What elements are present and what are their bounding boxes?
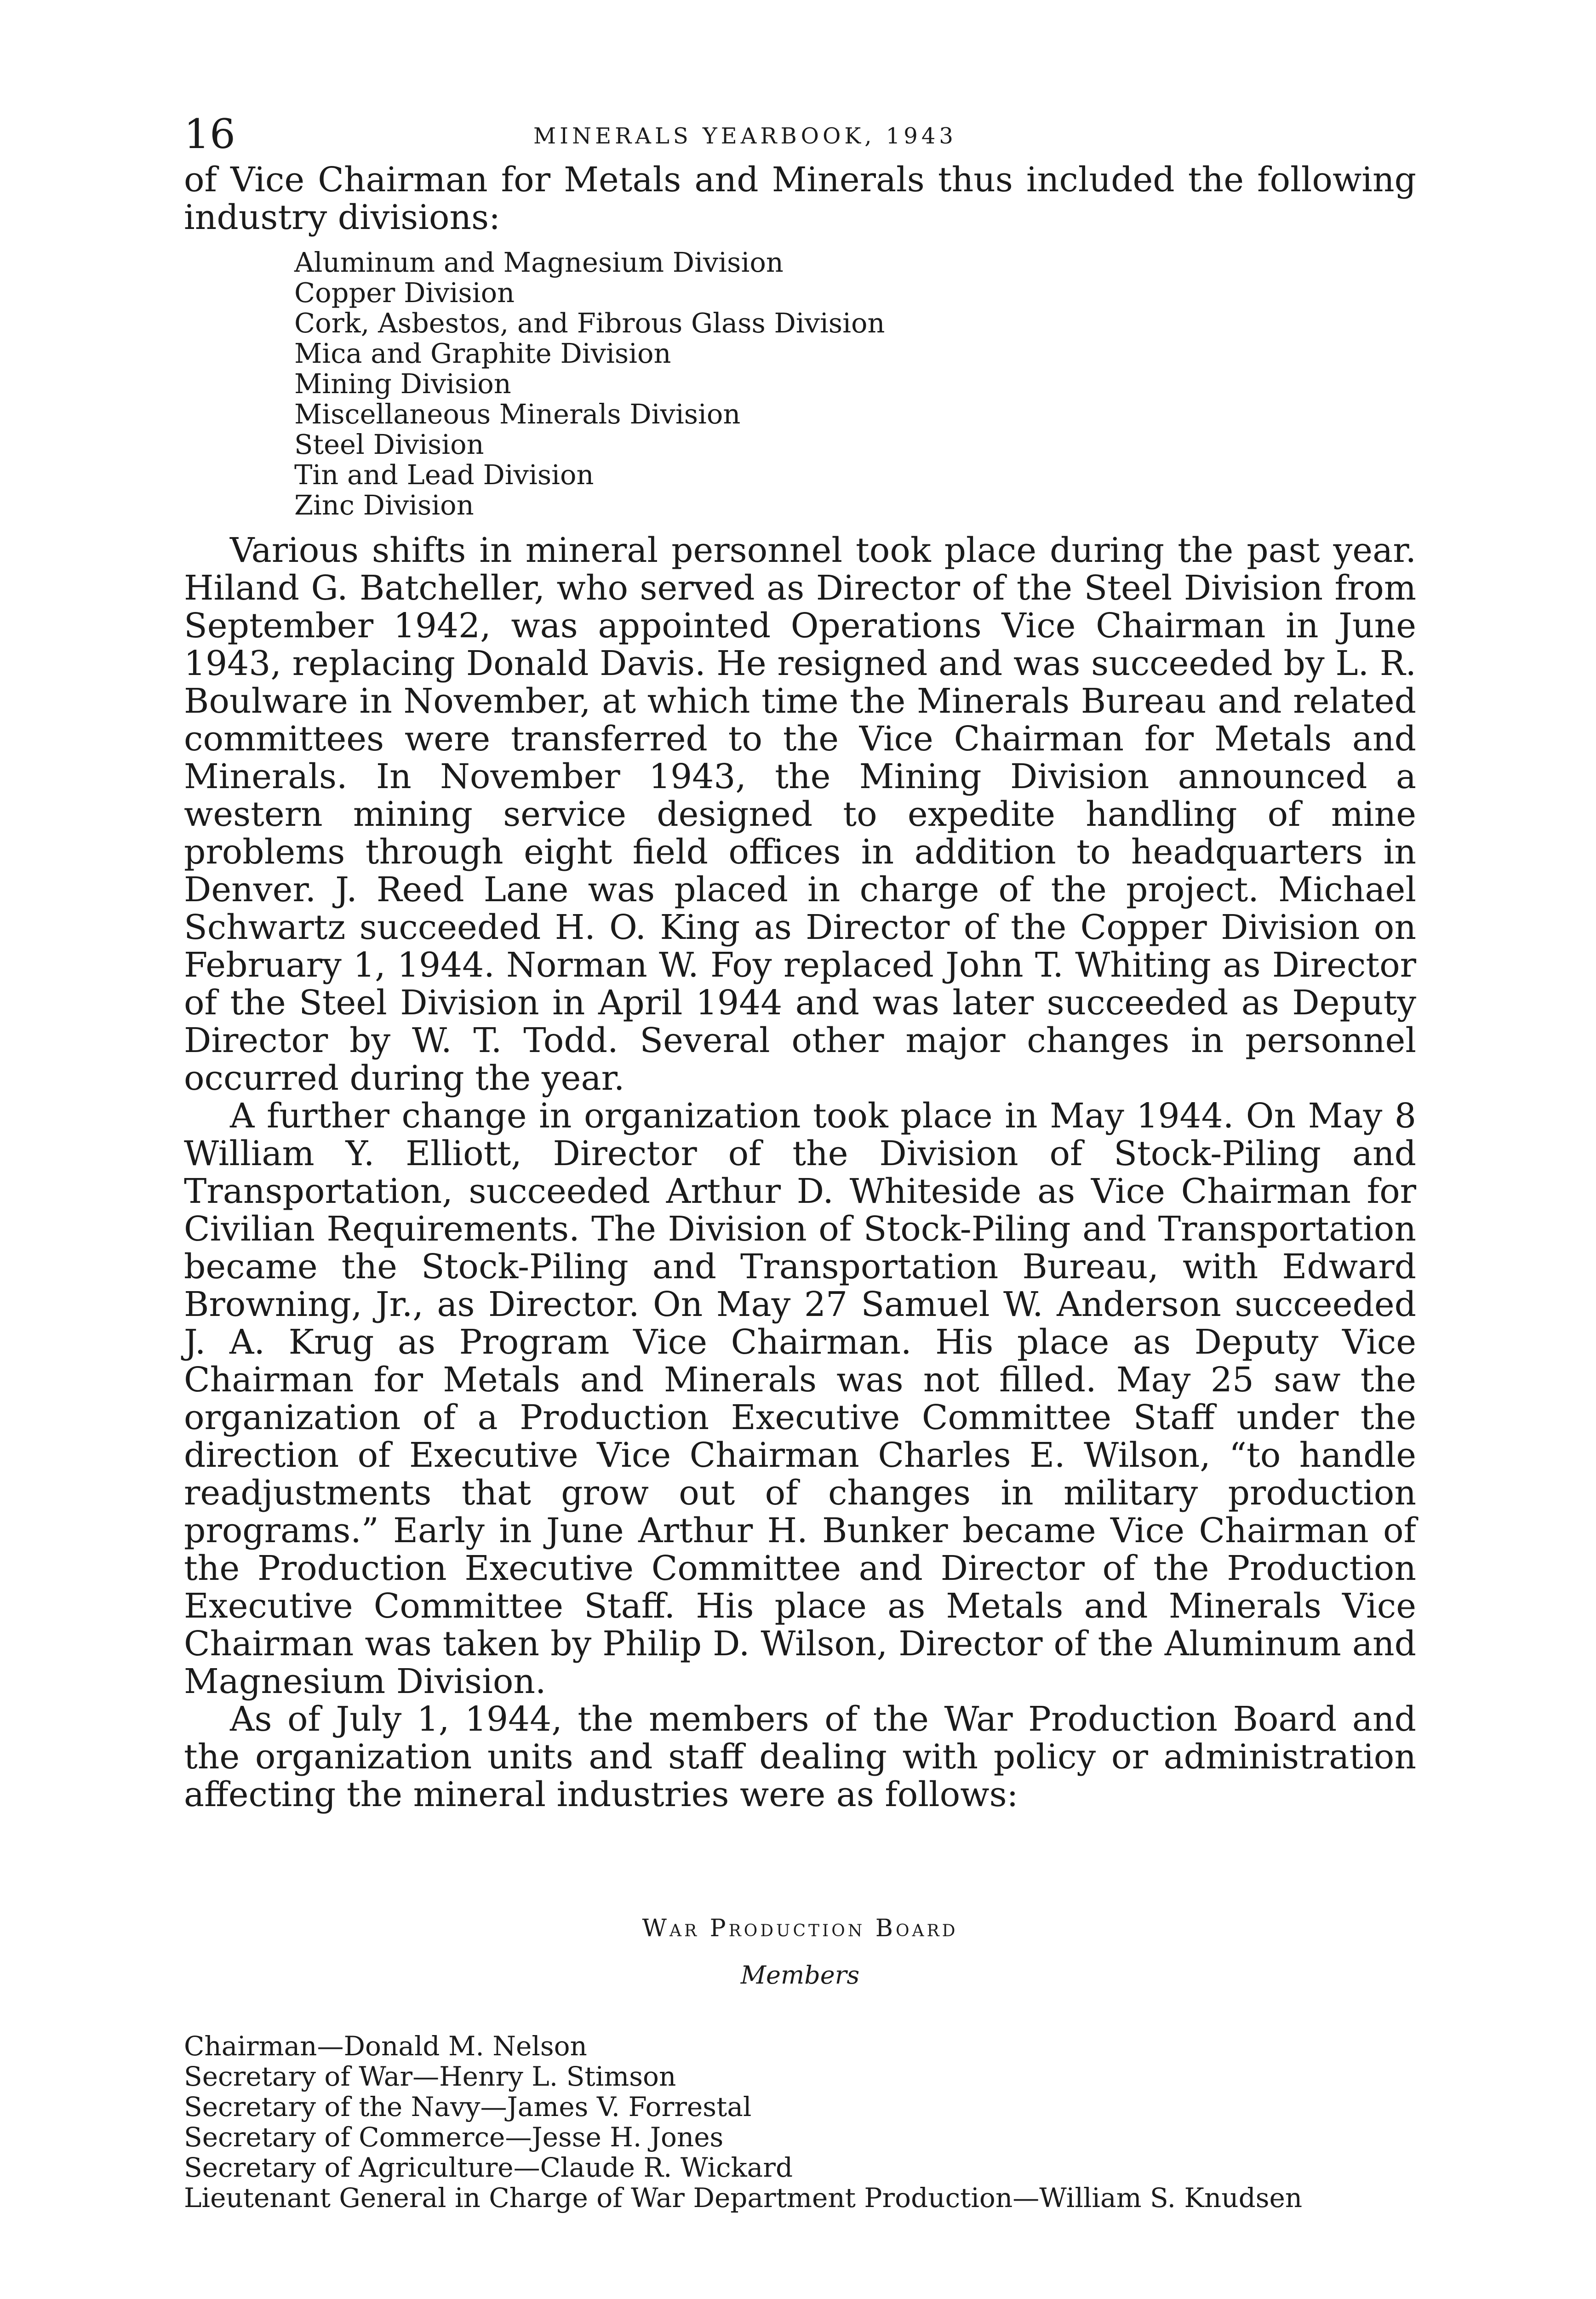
organization-change-paragraph: A further change in organization took place in May 1944. On May 8 William Y. Elliott, Director of the Division of Stock-Piling and Transportation, succeeded Arthur D. Whiteside as Vice Chairman for Civilian Requirements. The Division of Stock-Piling and Transportation became the Stock-Piling and Transportation Bureau, with Edward Browning, Jr., as Director. On May 27 Samuel W. Anderson succeeded J. A. Krug as Program Vice Chairman. His place as Deputy Vice Chairman for Metals and Minerals was not filled. May 25 saw the organization of a Production Executive Committee Staff under the direction of Executive Vice Chairman Charles E. Wilson, “to handle readjustments that grow out of changes in military production programs.” Early in June Arthur H. Bunker became Vice Chairman of the Production Executive Committee and Director of the Production Executive Committee Staff. His place as Metals and Minerals Vice Chairman was taken by Philip D. Wilson, Director of the Aluminum and Magnesium Division.: [184, 1096, 1416, 1701]
list-item: Steel Division: [294, 429, 484, 460]
member-entry: Secretary of Commerce—Jesse H. Jones: [184, 2122, 724, 2153]
document-page: [184, 110, 1416, 2213]
page-number: 16: [184, 110, 235, 158]
division-list: [294, 247, 1416, 520]
running-head: MINERALS YEARBOOK, 1943: [533, 123, 957, 149]
member-entry: Secretary of Agriculture—Claude R. Wickard: [184, 2152, 793, 2183]
section-subtitle: Members: [740, 1961, 860, 1990]
page-header: [184, 110, 1416, 161]
section-title: War Production Board: [642, 1915, 958, 1942]
list-item: Copper Division: [294, 277, 515, 309]
list-item: Mica and Graphite Division: [294, 337, 671, 369]
list-item: Miscellaneous Minerals Division: [294, 398, 741, 430]
membership-intro-paragraph: As of July 1, 1944, the members of the War Production Board and the organization units and staff dealing with policy or administration affecting the mineral industries were as follows:: [184, 1699, 1416, 1814]
personnel-shifts-paragraph: Various shifts in mineral personnel took place during the past year. Hiland G. Batcheller, who served as Director of the Steel Division from September 1942, was appointed Operations Vice Chairman in June 1943, replacing Donald Davis. He resigned and was succeeded by L. R. Boulware in November, at which time the Minerals Bureau and related committees were transferred to the Vice Chairman for Metals and Minerals. In November 1943, the Mining Division announced a western mining service designed to expedite handling of mine problems through eight field offices in addition to headquarters in Denver. J. Reed Lane was placed in charge of the project. Michael Schwartz succeeded H. O. King as Director of the Copper Division on February 1, 1944. Norman W. Foy replaced John T. Whiting as Director of the Steel Division in April 1944 and was later succeeded as Deputy Director by W. T. Todd. Several other major changes in personnel occurred during the year.: [184, 531, 1416, 1098]
intro-paragraph: of Vice Chairman for Metals and Minerals thus included the following industry divisions:: [184, 160, 1416, 237]
members-list: [184, 2031, 1416, 2213]
list-item: Tin and Lead Division: [294, 459, 594, 491]
member-entry: Secretary of War—Henry L. Stimson: [184, 2061, 676, 2092]
list-item: Aluminum and Magnesium Division: [294, 246, 784, 278]
list-item: Zinc Division: [294, 489, 474, 521]
list-item: Cork, Asbestos, and Fibrous Glass Division: [294, 307, 885, 339]
member-entry: Lieutenant General in Charge of War Department Production—William S. Knudsen: [184, 2182, 1303, 2213]
member-entry: Secretary of the Navy—James V. Forrestal: [184, 2091, 752, 2122]
member-entry: Chairman—Donald M. Nelson: [184, 2030, 587, 2062]
list-item: Mining Division: [294, 368, 511, 400]
